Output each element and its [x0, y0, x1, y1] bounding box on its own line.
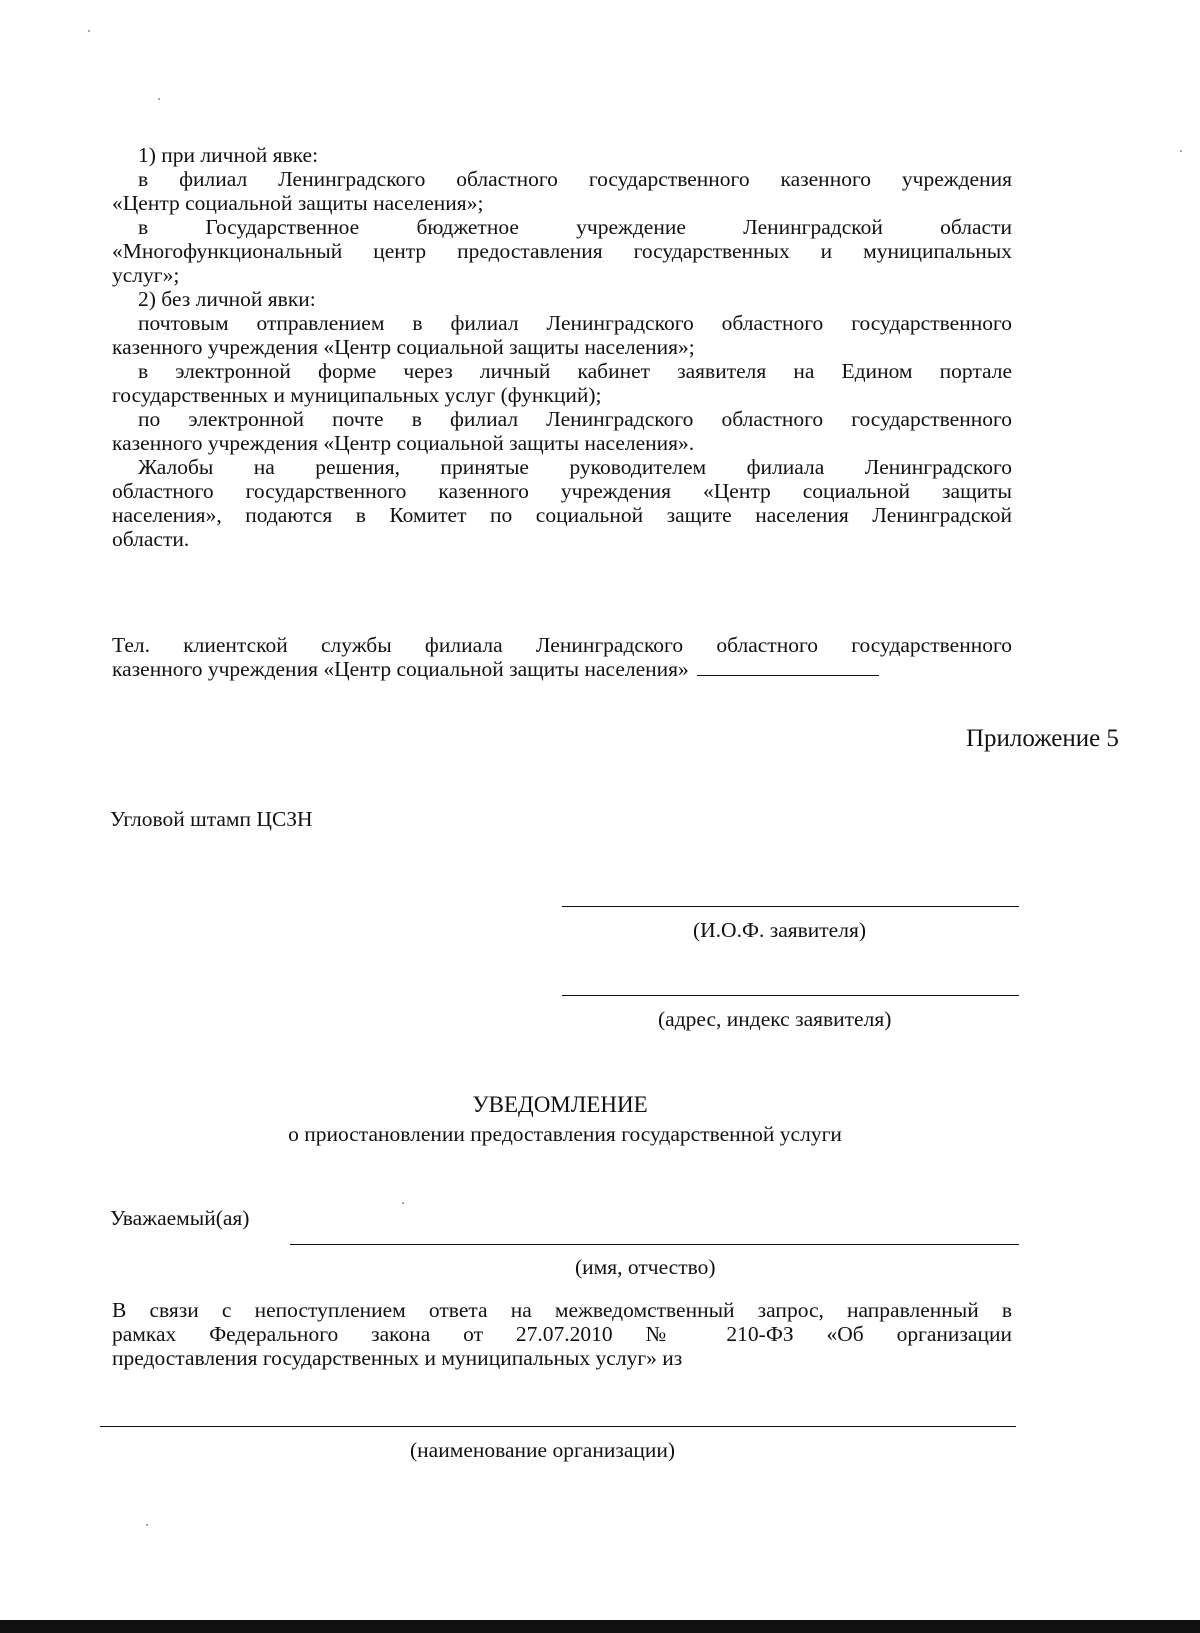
item2-line1a: почтовым отправлением в филиал Ленинградского областного государственного — [138, 311, 1012, 335]
complaints-line2: областного государственного казенного учреждения «Центр социальной защиты — [112, 479, 1012, 503]
scan-speck — [88, 30, 90, 32]
phone-fill-line — [697, 657, 879, 676]
item1-line1b: «Центр социальной защиты населения»; — [112, 191, 484, 215]
scan-speck — [402, 1202, 404, 1204]
scan-speck — [158, 98, 160, 100]
item1-line1a: в филиал Ленинградского областного государственного казенного учреждения — [138, 167, 1012, 191]
item2-line2a: в электронной форме через личный кабинет заявителя на Едином портале — [138, 359, 1012, 383]
body-line3: предоставления государственных и муниципальных услуг» из — [112, 1346, 683, 1370]
item2-title: 2) без личной явки: — [138, 287, 316, 311]
recipient-address-caption: (адрес, индекс заявителя) — [658, 1007, 892, 1031]
salutation-caption: (имя, отчество) — [575, 1255, 716, 1279]
notice-title: УВЕДОМЛЕНИЕ — [472, 1092, 648, 1117]
organization-line — [100, 1426, 1016, 1427]
phone-line1: Тел. клиентской службы филиала Ленинградского областного государственного — [112, 633, 1012, 657]
phone-section — [112, 633, 1012, 681]
stamp-label: Угловой штамп ЦСЗН — [110, 807, 313, 831]
item1-line2b: «Многофункциональный центр предоставления государственных и муниципальных — [112, 239, 1012, 263]
body-line2: рамках Федерального закона от 27.07.2010 № 210-ФЗ «Об организации — [112, 1322, 1012, 1346]
scan-speck — [146, 1524, 148, 1526]
phone-line2-row — [112, 657, 1012, 681]
organization-caption: (наименование организации) — [410, 1438, 676, 1462]
item1-line2c: услуг»; — [112, 263, 180, 287]
body-line1: В связи с непоступлением ответа на межведомственный запрос, направленный в — [112, 1298, 1012, 1322]
appeal-section — [112, 143, 1012, 551]
recipient-address-line — [562, 995, 1019, 996]
item1-line2a: в Государственное бюджетное учреждение Ленинградской области — [138, 215, 1012, 239]
item2-line1b: казенного учреждения «Центр социальной защиты населения»; — [112, 335, 695, 359]
complaints-line3: населения», подаются в Комитет по социальной защите населения Ленинградской — [112, 503, 1012, 527]
complaints-line1: Жалобы на решения, принятые руководителем филиала Ленинградского — [138, 455, 1012, 479]
item1-title: 1) при личной явке: — [138, 143, 319, 167]
item2-line2b: государственных и муниципальных услуг (функций); — [112, 383, 602, 407]
notice-body — [112, 1298, 1012, 1370]
appendix-label: Приложение 5 — [966, 725, 1119, 752]
scan-speck — [1180, 150, 1182, 152]
complaints-line4: области. — [112, 527, 190, 551]
phone-line2: казенного учреждения «Центр социальной защиты населения» — [112, 657, 689, 681]
salutation-label: Уважаемый(ая) — [110, 1206, 250, 1230]
item2-line3a: по электронной почте в филиал Ленинградского областного государственного — [138, 407, 1012, 431]
recipient-name-line — [562, 906, 1019, 907]
scan-bottom-edge — [0, 1620, 1200, 1633]
notice-subtitle: о приостановлении предоставления государственной услуги — [288, 1122, 842, 1146]
recipient-name-caption: (И.О.Ф. заявителя) — [693, 918, 866, 942]
item2-line3b: казенного учреждения «Центр социальной защиты населения». — [112, 431, 695, 455]
salutation-line — [290, 1244, 1019, 1245]
